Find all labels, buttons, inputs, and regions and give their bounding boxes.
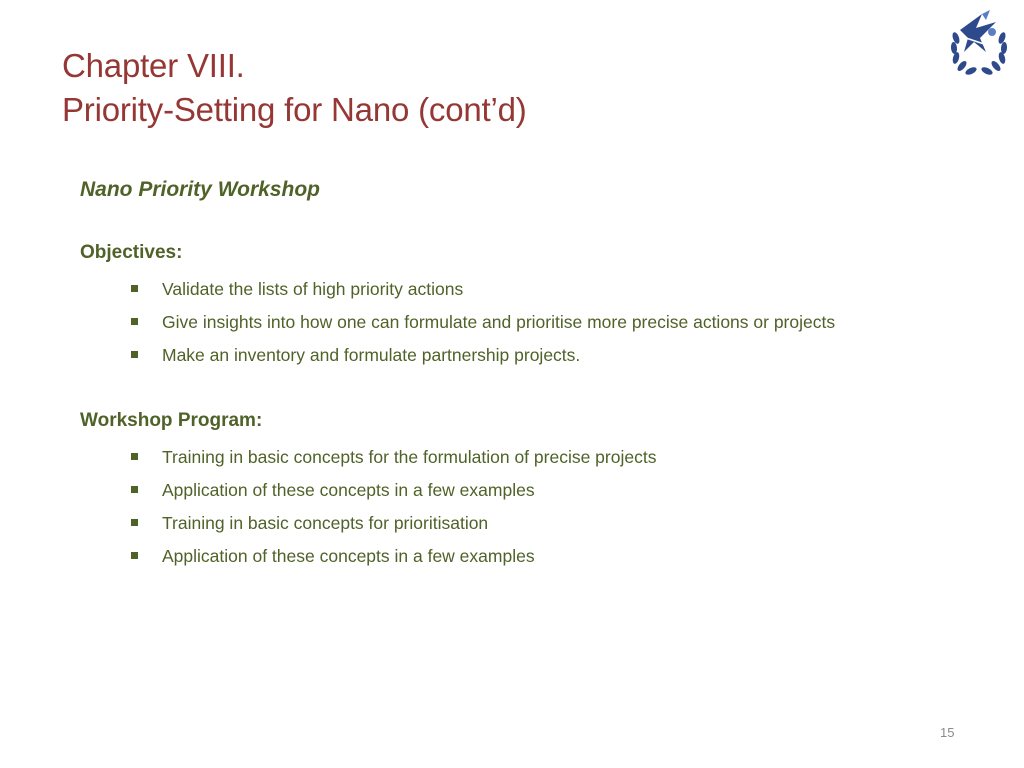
square-bullet-icon — [131, 519, 138, 526]
objectives-list — [130, 278, 835, 377]
square-bullet-icon — [131, 486, 138, 493]
section-heading-objectives: Objectives: — [80, 242, 183, 263]
square-bullet-icon — [131, 453, 138, 460]
list-item — [130, 545, 656, 578]
list-item-text: Validate the lists of high priority actions — [162, 279, 464, 299]
square-bullet-icon — [131, 285, 138, 292]
slide-subtitle: Nano Priority Workshop — [80, 178, 320, 201]
square-bullet-icon — [131, 552, 138, 559]
workshop-program-list — [130, 446, 656, 578]
list-item — [130, 512, 656, 545]
list-item — [130, 344, 835, 377]
slide-title-line-1: Chapter VIII. — [62, 47, 245, 84]
section-heading-workshop-program: Workshop Program: — [80, 410, 263, 431]
list-item — [130, 311, 835, 344]
slide-title-line-2: Priority-Setting for Nano (cont’d) — [62, 91, 527, 128]
square-bullet-icon — [131, 318, 138, 325]
list-item-text: Give insights into how one can formulate and prioritise more precise actions or projects — [162, 312, 836, 332]
laurel-wreath-emblem-icon — [946, 8, 1012, 76]
square-bullet-icon — [131, 351, 138, 358]
list-item-text: Training in basic concepts for the formulation of precise projects — [162, 447, 657, 467]
list-item-text: Training in basic concepts for prioritisation — [162, 513, 489, 533]
organization-logo — [946, 8, 1012, 76]
list-item-text: Application of these concepts in a few examples — [162, 546, 535, 566]
list-item-text: Application of these concepts in a few examples — [162, 480, 535, 500]
list-item-text: Make an inventory and formulate partnership projects. — [162, 345, 581, 365]
list-item — [130, 446, 656, 479]
list-item — [130, 479, 656, 512]
slide-title — [62, 44, 527, 132]
page-number: 15 — [940, 725, 955, 740]
list-item — [130, 278, 835, 311]
